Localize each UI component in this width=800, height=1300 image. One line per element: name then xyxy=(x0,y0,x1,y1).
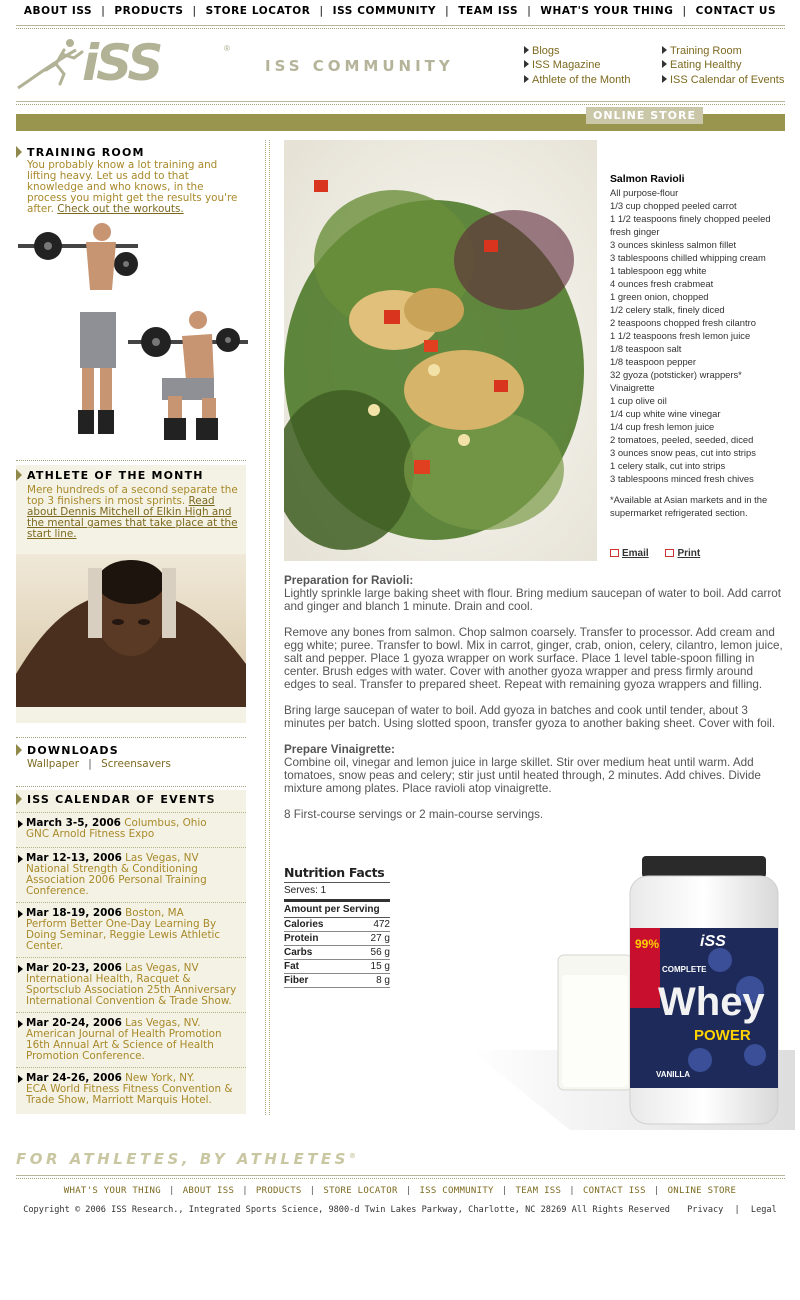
header-rule-dotted xyxy=(16,104,785,105)
ingredient: 1 1/2 teaspoons finely chopped peeled fresh ginger xyxy=(610,213,771,237)
arrow-right-icon xyxy=(18,910,23,918)
email-icon xyxy=(610,549,619,557)
legal-link[interactable]: Legal xyxy=(750,1205,777,1215)
downloads-links xyxy=(27,759,242,770)
online-store-tab[interactable]: ONLINE STORE xyxy=(586,107,703,124)
nav-separator: | xyxy=(319,5,324,17)
arrow-right-icon xyxy=(18,965,23,973)
athlete-story-link[interactable]: Read about Dennis Mitchell of Elkin High and the mental games that take place at the start line. xyxy=(27,495,238,540)
footer-link-team-iss[interactable]: TEAM ISS xyxy=(515,1186,562,1196)
logo-wordmark: iSS xyxy=(82,34,161,92)
ingredient: 1 cup olive oil xyxy=(610,395,667,406)
ingredient: 2 teaspoons chopped fresh cilantro xyxy=(610,317,756,328)
nav-separator: | xyxy=(682,5,687,17)
prep-paragraph: Combine oil, vinegar and lemon juice in large skillet. Stir over medium heat until warm. Add tomatoes, snow peas and celery; stir just until heated through, 2 minutes. Add chives. Divide mixture among plates. Place ravioli atop vinaigrette. xyxy=(284,756,761,795)
athlete-text: Mere hundreds of a second separate the top 3 finishers in most sprints. Read about Dennis Mitchell of Elkin High and the mental games that take place at the start line. xyxy=(27,484,238,540)
section-divider xyxy=(16,737,246,738)
ingredient: 1 1/2 teaspoons fresh lemon juice xyxy=(610,330,751,341)
header-links-col1 xyxy=(524,44,630,87)
nav-contact-us[interactable]: CONTACT US xyxy=(695,5,777,17)
ingredient: 1/4 cup fresh lemon juice xyxy=(610,421,715,432)
nav-store-locator[interactable]: STORE LOCATOR xyxy=(205,5,311,17)
training-room-title: TRAINING ROOM xyxy=(16,146,145,159)
arrow-right-icon xyxy=(524,46,529,54)
recipe-card xyxy=(610,173,790,519)
nav-products[interactable]: PRODUCTS xyxy=(114,5,184,17)
print-link[interactable]: Print xyxy=(677,548,701,559)
arrow-right-icon xyxy=(18,1075,23,1083)
footer-nav: WHAT'S YOUR THING | ABOUT ISS | PRODUCTS | STORE LOCATOR | ISS COMMUNITY | TEAM ISS | CONTACT ISS | ONLINE STORE xyxy=(63,1186,737,1196)
whey-power-product-image[interactable] xyxy=(450,850,795,1130)
prep-heading-vinaigrette: Prepare Vinaigrette: xyxy=(284,743,395,756)
footer-rule xyxy=(16,1175,785,1176)
ingredient: 1 tablespoon egg white xyxy=(610,265,707,276)
section-divider xyxy=(16,786,246,787)
nav-about-iss[interactable]: ABOUT ISS xyxy=(23,5,93,17)
ingredient: 1/3 cup chopped peeled carrot xyxy=(610,200,737,211)
product-brand: iSS xyxy=(700,933,726,950)
top-rule xyxy=(16,25,785,26)
header-rule xyxy=(16,101,785,102)
training-room-text: You probably know a lot training and lifting heavy. Let us add to that knowledge and who knows, in the process you might get the results you're after. Check out the workouts. xyxy=(27,159,238,215)
section-divider xyxy=(16,460,246,461)
recipe-title: Salmon Ravioli xyxy=(610,174,685,185)
footer-link-online-store[interactable]: ONLINE STORE xyxy=(667,1186,737,1196)
ingredient: 1/4 cup white wine vinegar xyxy=(610,408,721,419)
event-item[interactable]: Mar 20-24, 2006 Las Vegas, NV. American Journal of Health Promotion 16th Annual Art & Science of Health Promotion Conference. xyxy=(16,1012,246,1067)
header-link-eating-healthy[interactable]: Eating Healthy xyxy=(662,58,784,72)
salmon-ravioli-photo xyxy=(284,140,597,561)
ingredient: Vinaigrette xyxy=(610,382,655,393)
column-divider xyxy=(269,140,270,1115)
footer-link-products[interactable]: PRODUCTS xyxy=(255,1186,302,1196)
print-icon xyxy=(665,549,674,557)
header-link-iss-magazine[interactable]: ISS Magazine xyxy=(524,58,630,72)
nutrition-row: Carbs 56 g xyxy=(284,947,390,958)
prep-paragraph: Remove any bones from salmon. Chop salmon coarsely. Transfer to processor. Add cream and egg white; puree. Transfer to bowl. Mix in carrot, ginger, crab, onion, celery, cilantro, lemon juice, salt and pepper. Place 1 gyoza wrapper on work surface. Place 1 level table-spoon filling in center. Brush edges with water. Cover with another gyoza wrapper and press firmly around edges to seal. Transfer to prepared sheet. Repeat with remaining gyoza wrappers and filling. xyxy=(284,626,783,691)
email-link[interactable]: Email xyxy=(622,548,649,559)
copyright-line: Copyright © 2006 ISS Research., Integrated Sports Science, 9800-d Twin Lakes Parkway, Charlotte, NC 28269 All Rights Reserved Privacy | Legal xyxy=(23,1205,777,1215)
nutrition-servings: Serves: 1 xyxy=(284,883,390,902)
event-item[interactable]: March 3-5, 2006 Columbus, Ohio GNC Arnold Fitness Expo xyxy=(16,812,246,847)
copyright-text: Copyright © 2006 ISS Research., Integrated Sports Science, 9800-d Twin Lakes Parkway, Charlotte, NC 28269 All Rights Reserved xyxy=(23,1205,670,1215)
header-link-training-room[interactable]: Training Room xyxy=(662,44,784,58)
preparation-text xyxy=(284,574,788,834)
ingredient: 2 tomatoes, peeled, seeded, diced xyxy=(610,434,754,445)
product-line: COMPLETE xyxy=(662,965,707,974)
footer-rule-dotted xyxy=(16,1178,785,1179)
footer-link-iss-community[interactable]: ISS COMMUNITY xyxy=(419,1186,494,1196)
logo-registered: ® xyxy=(224,44,230,53)
screensavers-link[interactable]: Screensavers xyxy=(101,758,171,770)
ingredient: 4 ounces fresh crabmeat xyxy=(610,278,714,289)
ingredient: 3 tablespoons chilled whipping cream xyxy=(610,252,766,263)
nav-iss-community[interactable]: ISS COMMUNITY xyxy=(332,5,437,17)
recipe-note: *Available at Asian markets and in the supermarket refrigerated section. xyxy=(610,494,768,518)
prep-paragraph: Bring large saucepan of water to boil. Add gyoza in batches and cook until tender, about 3 minutes per batch. Using slotted spoon, transfer gyoza to another baking sheet. Cover with foil. xyxy=(284,704,776,730)
nav-separator: | xyxy=(192,5,197,17)
nav-team-iss[interactable]: TEAM ISS xyxy=(458,5,519,17)
header-link-athlete-of-month[interactable]: Athlete of the Month xyxy=(524,73,630,87)
lifters-image xyxy=(16,220,248,448)
event-item[interactable]: Mar 20-23, 2006 Las Vegas, NV International Health, Racquet & Sportsclub Association 25th Anniversary International Convention & Trade Show. xyxy=(16,957,246,1012)
nutrition-row: Calories 472 xyxy=(284,919,390,930)
downloads-title: DOWNLOADS xyxy=(16,744,119,757)
ingredient: 3 ounces skinless salmon fillet xyxy=(610,239,737,250)
privacy-link[interactable]: Privacy xyxy=(687,1205,724,1215)
prep-servings: 8 First-course servings or 2 main-course servings. xyxy=(284,808,544,821)
section-arrow-icon xyxy=(16,469,22,481)
recipe-actions xyxy=(610,548,714,559)
ingredient: 1/8 teaspoon salt xyxy=(610,343,682,354)
section-arrow-icon xyxy=(16,146,22,158)
nutrition-row: Protein 27 g xyxy=(284,933,390,944)
footer-link-about-iss[interactable]: ABOUT ISS xyxy=(182,1186,235,1196)
footer-link-contact-iss[interactable]: CONTACT ISS xyxy=(582,1186,646,1196)
header-link-calendar[interactable]: ISS Calendar of Events xyxy=(662,73,784,87)
arrow-right-icon xyxy=(18,1020,23,1028)
ingredient: 32 gyoza (potsticker) wrappers* xyxy=(610,369,742,380)
arrow-right-icon xyxy=(662,75,667,83)
sprinter-image[interactable] xyxy=(16,554,246,707)
ingredient: 1 celery stalk, cut into strips xyxy=(610,460,726,471)
top-rule-dotted xyxy=(16,28,785,29)
nav-separator: | xyxy=(527,5,532,17)
nutrition-row: Fiber 8 g xyxy=(284,975,390,986)
column-divider xyxy=(265,140,266,1115)
header-link-blogs[interactable]: Blogs xyxy=(524,44,630,58)
ingredient: All purpose-flour xyxy=(610,187,679,198)
arrow-right-icon xyxy=(18,855,23,863)
nutrition-amount-label: Amount per Serving xyxy=(284,902,390,918)
calendar-title: ISS CALENDAR OF EVENTS xyxy=(16,793,216,806)
event-item[interactable]: Mar 18-19, 2006 Boston, MA Perform Better One-Day Learning By Doing Seminar, Reggie Lewis Athletic Center. xyxy=(16,902,246,957)
nav-separator: | xyxy=(445,5,450,17)
footer-link-whats-your-thing[interactable]: WHAT'S YOUR THING xyxy=(63,1186,161,1196)
nav-separator: | xyxy=(101,5,106,17)
product-name: Whey xyxy=(658,980,765,1024)
prep-heading-ravioli: Preparation for Ravioli: xyxy=(284,574,414,587)
nutrition-row: Fat 15 g xyxy=(284,961,390,972)
ingredient: 3 ounces snow peas, cut into strips xyxy=(610,447,756,458)
arrow-right-icon xyxy=(524,60,529,68)
ingredient: 1/8 teaspoon pepper xyxy=(610,356,697,367)
product-badge: 99% xyxy=(635,937,660,951)
arrow-right-icon xyxy=(662,46,667,54)
workouts-link[interactable]: Check out the workouts. xyxy=(57,203,184,215)
page-title: ISS COMMUNITY xyxy=(265,57,454,75)
event-item[interactable]: Mar 12-13, 2006 Las Vegas, NV National Strength & Conditioning Association 2006 Personal Training Conference. xyxy=(16,847,246,902)
footer-link-store-locator[interactable]: STORE LOCATOR xyxy=(323,1186,398,1196)
event-item[interactable]: Mar 24-26, 2006 New York, NY. ECA World Fitness Fitness Convention & Trade Show, Marriott Marquis Hotel. xyxy=(16,1067,246,1113)
wallpaper-link[interactable]: Wallpaper xyxy=(27,758,79,770)
arrow-right-icon xyxy=(18,820,23,828)
athlete-of-month-title: ATHLETE OF THE MONTH xyxy=(16,469,204,482)
section-arrow-icon xyxy=(16,744,22,756)
product-name-sub: POWER xyxy=(694,1027,751,1044)
arrow-right-icon xyxy=(662,60,667,68)
downloads-separator: | xyxy=(88,758,92,770)
nutrition-title: Nutrition Facts xyxy=(284,865,390,883)
ingredient: 1 green onion, chopped xyxy=(610,291,709,302)
section-arrow-icon xyxy=(16,793,22,805)
events-list xyxy=(16,812,246,1113)
nav-whats-your-thing[interactable]: WHAT'S YOUR THING xyxy=(540,5,674,17)
product-flavor: VANILLA xyxy=(656,1070,691,1079)
footer-tagline: FOR ATHLETES, BY ATHLETES® xyxy=(16,1150,356,1168)
ingredient: 1/2 celery stalk, finely diced xyxy=(610,304,725,315)
top-nav xyxy=(0,5,800,17)
header-links-col2 xyxy=(662,44,784,87)
arrow-right-icon xyxy=(524,75,529,83)
ingredient: 3 tablespoons minced fresh chives xyxy=(610,473,754,484)
nutrition-facts xyxy=(284,865,390,988)
prep-paragraph: Lightly sprinkle large baking sheet with flour. Bring medium saucepan of water to boil. Add carrot and ginger and blanch 1 minute. Drain and cool. xyxy=(284,587,781,613)
